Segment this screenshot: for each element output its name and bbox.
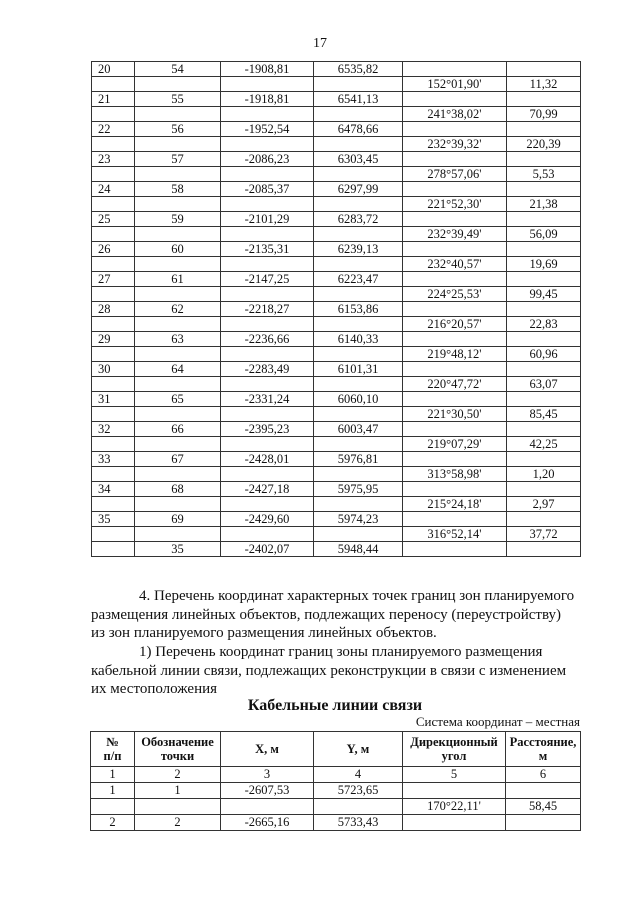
table-cell — [92, 257, 135, 272]
table-cell: 64 — [135, 362, 221, 377]
table-cell: 278°57,06' — [403, 167, 507, 182]
table-cell — [507, 122, 581, 137]
table-cell — [403, 302, 507, 317]
table-cell: 67 — [135, 452, 221, 467]
table-cell: 2,97 — [507, 497, 581, 512]
table-cell: 1 — [135, 783, 221, 799]
table-cell: -2429,60 — [221, 512, 314, 527]
table-cell: 55 — [135, 92, 221, 107]
table-cell — [403, 332, 507, 347]
table-cell — [135, 527, 221, 542]
table-row — [92, 227, 581, 242]
table-row — [92, 332, 581, 347]
table-cell — [135, 467, 221, 482]
table-row — [92, 167, 581, 182]
table-row — [91, 767, 581, 783]
table-cell — [314, 799, 403, 815]
table-row — [92, 212, 581, 227]
table-cell — [403, 62, 507, 77]
table-cell — [314, 257, 403, 272]
paragraph-line: кабельной линии связи, подлежащих реконструкции в связи с изменением — [91, 662, 567, 679]
table-cell — [221, 107, 314, 122]
table-cell — [92, 527, 135, 542]
table-cell — [314, 197, 403, 212]
table-cell — [507, 242, 581, 257]
table-cell — [403, 815, 506, 831]
table-row — [92, 347, 581, 362]
table-cell — [314, 467, 403, 482]
table-cell: 99,45 — [507, 287, 581, 302]
table-cell — [221, 317, 314, 332]
table-cell: 62 — [135, 302, 221, 317]
table-cell: 59 — [135, 212, 221, 227]
column-header — [221, 732, 314, 767]
table-cell — [221, 77, 314, 92]
table-cell: 63,07 — [507, 377, 581, 392]
table-cell: 24 — [92, 182, 135, 197]
table-row — [91, 783, 581, 799]
table-cell: 19,69 — [507, 257, 581, 272]
table-cell — [314, 437, 403, 452]
table-row — [92, 512, 581, 527]
table-cell: 21,38 — [507, 197, 581, 212]
table-cell — [221, 137, 314, 152]
column-header-line: Обозначение — [141, 735, 214, 749]
table-row — [92, 407, 581, 422]
table-cell: 5974,23 — [314, 512, 403, 527]
table-cell: 5723,65 — [314, 783, 403, 799]
table-cell — [92, 497, 135, 512]
table-row — [92, 452, 581, 467]
section-4-paragraph — [91, 587, 580, 643]
table-cell: -2218,27 — [221, 302, 314, 317]
table-cell: -2665,16 — [221, 815, 314, 831]
column-header-line: точки — [160, 749, 195, 763]
table-cell — [507, 482, 581, 497]
table-cell — [507, 212, 581, 227]
table-cell — [92, 107, 135, 122]
table-cell — [135, 77, 221, 92]
table-cell: 6003,47 — [314, 422, 403, 437]
table-cell — [403, 242, 507, 257]
table-cell: 6140,33 — [314, 332, 403, 347]
table-cell: 6303,45 — [314, 152, 403, 167]
table-row — [92, 317, 581, 332]
table-cell — [507, 362, 581, 377]
table-cell — [314, 107, 403, 122]
table-cell: -2283,49 — [221, 362, 314, 377]
table-row — [92, 137, 581, 152]
table-cell: 2 — [135, 767, 221, 783]
table-cell: -1918,81 — [221, 92, 314, 107]
table-cell: 35 — [135, 542, 221, 557]
table-cell — [314, 347, 403, 362]
table-cell: 65 — [135, 392, 221, 407]
table-cell — [403, 362, 507, 377]
table-cell: 5733,43 — [314, 815, 403, 831]
table-cell — [92, 227, 135, 242]
table-cell — [314, 227, 403, 242]
table-cell: -2427,18 — [221, 482, 314, 497]
table-row — [92, 107, 581, 122]
table-cell: 2 — [91, 815, 135, 831]
table-cell: 6478,66 — [314, 122, 403, 137]
table-cell: 28 — [92, 302, 135, 317]
table-cell: 26 — [92, 242, 135, 257]
column-header-line: Расстояние, — [509, 735, 577, 749]
table-row — [92, 482, 581, 497]
table-cell: 31 — [92, 392, 135, 407]
table-cell — [135, 257, 221, 272]
table-cell: 6283,72 — [314, 212, 403, 227]
table-cell: 61 — [135, 272, 221, 287]
table-cell: 63 — [135, 332, 221, 347]
table-cell — [403, 122, 507, 137]
table-cell — [135, 137, 221, 152]
table-cell: 58,45 — [506, 799, 581, 815]
table-cell — [92, 167, 135, 182]
table-row — [92, 422, 581, 437]
table-cell — [221, 347, 314, 362]
table-cell: 170°22,11' — [403, 799, 506, 815]
table-row — [92, 392, 581, 407]
table-cell — [221, 527, 314, 542]
table-cell: 54 — [135, 62, 221, 77]
table-cell: 221°30,50' — [403, 407, 507, 422]
column-header-line: Дирекционный — [410, 735, 498, 749]
table-cell — [507, 62, 581, 77]
table-cell: 6297,99 — [314, 182, 403, 197]
coordinate-system-note: Система координат – местная — [415, 714, 580, 729]
table-cell: 23 — [92, 152, 135, 167]
table-cell: -2428,01 — [221, 452, 314, 467]
table-row — [92, 182, 581, 197]
table-cell: 152°01,90' — [403, 77, 507, 92]
table-cell: 1 — [91, 783, 135, 799]
table-cell: 25 — [92, 212, 135, 227]
table-cell: 42,25 — [507, 437, 581, 452]
table-cell — [221, 467, 314, 482]
table-cell — [135, 377, 221, 392]
table-cell — [221, 227, 314, 242]
table-cell — [92, 287, 135, 302]
table-cell: 57 — [135, 152, 221, 167]
paragraph-line: 4. Перечень координат характерных точек границ зон планируемого — [139, 588, 575, 604]
table-cell — [314, 287, 403, 302]
table-row — [92, 197, 581, 212]
table-cell — [507, 182, 581, 197]
table-cell — [135, 437, 221, 452]
table-cell — [221, 497, 314, 512]
table-cell — [403, 482, 507, 497]
table-cell: 313°58,98' — [403, 467, 507, 482]
table-cell: 6060,10 — [314, 392, 403, 407]
table-cell — [135, 227, 221, 242]
table-cell — [91, 799, 135, 815]
table-cell: 56 — [135, 122, 221, 137]
table-cell: 85,45 — [507, 407, 581, 422]
table-cell: 316°52,14' — [403, 527, 507, 542]
table-cell — [403, 152, 507, 167]
table-cell — [403, 182, 507, 197]
table-cell: -2331,24 — [221, 392, 314, 407]
table-cell: 69 — [135, 512, 221, 527]
table-row — [92, 152, 581, 167]
table-cell — [221, 799, 314, 815]
table-row — [92, 242, 581, 257]
table-row — [92, 62, 581, 77]
column-header-line: № — [106, 735, 119, 749]
table-cell: 20 — [92, 62, 135, 77]
table-row — [92, 257, 581, 272]
table-cell — [314, 377, 403, 392]
table-cell: -2402,07 — [221, 542, 314, 557]
table-cell — [314, 497, 403, 512]
table-row — [92, 437, 581, 452]
table-cell: 1 — [91, 767, 135, 783]
table-cell: -1908,81 — [221, 62, 314, 77]
table-cell: 5,53 — [507, 167, 581, 182]
table-row — [92, 92, 581, 107]
table-cell — [403, 452, 507, 467]
table-cell: 27 — [92, 272, 135, 287]
table-cell: 29 — [92, 332, 135, 347]
table-cell — [314, 77, 403, 92]
table-cell — [221, 197, 314, 212]
table-cell — [92, 347, 135, 362]
table-cell — [403, 212, 507, 227]
table-cell: 220,39 — [507, 137, 581, 152]
table-cell — [135, 317, 221, 332]
table-cell — [221, 167, 314, 182]
table-cell — [221, 377, 314, 392]
table-cell: 5976,81 — [314, 452, 403, 467]
table-cell: 219°07,29' — [403, 437, 507, 452]
table-cell: 32 — [92, 422, 135, 437]
table-cell: 34 — [92, 482, 135, 497]
table-cell — [135, 197, 221, 212]
table-row — [92, 77, 581, 92]
table-cell — [92, 407, 135, 422]
table-cell: 216°20,57' — [403, 317, 507, 332]
table-cell: 6223,47 — [314, 272, 403, 287]
table-cell: 6101,31 — [314, 362, 403, 377]
table-cell: 5975,95 — [314, 482, 403, 497]
table-cell — [221, 407, 314, 422]
table-cell: -2101,29 — [221, 212, 314, 227]
column-header-line: X, м — [255, 742, 279, 756]
table-cell: 232°39,32' — [403, 137, 507, 152]
column-header — [135, 732, 221, 767]
table-cell: 241°38,02' — [403, 107, 507, 122]
table-row — [91, 815, 581, 831]
table-cell — [403, 422, 507, 437]
table-cell — [314, 407, 403, 422]
table-cell: 66 — [135, 422, 221, 437]
table-row — [92, 362, 581, 377]
table-cell — [92, 437, 135, 452]
table-cell — [507, 332, 581, 347]
table-cell: -2085,37 — [221, 182, 314, 197]
table-cell: 6535,82 — [314, 62, 403, 77]
table-cell — [314, 527, 403, 542]
table-row — [92, 122, 581, 137]
table-cell — [314, 167, 403, 182]
table-cell: 33 — [92, 452, 135, 467]
table-row — [92, 287, 581, 302]
table-cell: -2236,66 — [221, 332, 314, 347]
table-header-row — [91, 732, 581, 767]
table-row — [91, 799, 581, 815]
subsection-1-paragraph — [91, 643, 580, 699]
table-cell: -2135,31 — [221, 242, 314, 257]
table-row — [92, 497, 581, 512]
table-row — [92, 272, 581, 287]
table-cell — [507, 92, 581, 107]
table-cell — [92, 137, 135, 152]
table-row — [92, 527, 581, 542]
table-row — [92, 467, 581, 482]
table-cell: 3 — [221, 767, 314, 783]
table-cell: 219°48,12' — [403, 347, 507, 362]
column-header-line: п/п — [103, 749, 122, 763]
table-cell — [507, 422, 581, 437]
table-cell: 22 — [92, 122, 135, 137]
table-cell: 56,09 — [507, 227, 581, 242]
table-cell — [403, 783, 506, 799]
table-cell — [135, 407, 221, 422]
table-cell — [507, 512, 581, 527]
table-cell: 5948,44 — [314, 542, 403, 557]
table-cell — [507, 302, 581, 317]
table-cell — [507, 392, 581, 407]
table-cell: 220°47,72' — [403, 377, 507, 392]
table-cell: 22,83 — [507, 317, 581, 332]
table-cell: 224°25,53' — [403, 287, 507, 302]
table-cell — [403, 92, 507, 107]
table-cell: -2147,25 — [221, 272, 314, 287]
table-cell: 232°40,57' — [403, 257, 507, 272]
table-cell — [135, 107, 221, 122]
table-cell: 6 — [506, 767, 581, 783]
table-cell — [507, 452, 581, 467]
table-cell: 2 — [135, 815, 221, 831]
table-cell — [314, 137, 403, 152]
paragraph-line: 1) Перечень координат границ зоны планируемого размещения — [139, 644, 543, 660]
table-cell: 11,32 — [507, 77, 581, 92]
table-cell: -2607,53 — [221, 783, 314, 799]
table-cell — [507, 152, 581, 167]
column-header-line: Y, м — [346, 742, 370, 756]
table-cell: 58 — [135, 182, 221, 197]
column-header — [91, 732, 135, 767]
table-cell — [506, 783, 581, 799]
table-cell: 37,72 — [507, 527, 581, 542]
column-header — [314, 732, 403, 767]
table-cell — [92, 542, 135, 557]
table-cell — [507, 542, 581, 557]
table-cell — [92, 377, 135, 392]
column-header — [403, 732, 506, 767]
column-header-line: угол — [441, 749, 467, 763]
table-cell — [403, 392, 507, 407]
table-cell — [135, 497, 221, 512]
table-cell: -2086,23 — [221, 152, 314, 167]
paragraph-line: из зон планируемого размещения линейных объектов. — [91, 625, 437, 641]
table-cell: 70,99 — [507, 107, 581, 122]
table-cell: 6541,13 — [314, 92, 403, 107]
table-row — [92, 542, 581, 557]
table-cell: -2395,23 — [221, 422, 314, 437]
table-row — [92, 302, 581, 317]
table-cell — [221, 437, 314, 452]
table-cell: 35 — [92, 512, 135, 527]
cable-lines-table — [90, 731, 581, 831]
table-cell — [135, 799, 221, 815]
paragraph-line: их местоположения — [91, 681, 218, 697]
table-cell — [506, 815, 581, 831]
table-cell: 221°52,30' — [403, 197, 507, 212]
table-cell — [92, 467, 135, 482]
table-cell: 4 — [314, 767, 403, 783]
table-cell — [92, 197, 135, 212]
table-cell: -1952,54 — [221, 122, 314, 137]
table-cell: 68 — [135, 482, 221, 497]
table-cell: 215°24,18' — [403, 497, 507, 512]
table-cell: 60 — [135, 242, 221, 257]
table-cell — [135, 347, 221, 362]
table-cell: 6239,13 — [314, 242, 403, 257]
table-cell — [403, 512, 507, 527]
table-cell — [135, 287, 221, 302]
table-cell — [92, 317, 135, 332]
coordinates-table-continued — [91, 61, 581, 557]
table-cell: 232°39,49' — [403, 227, 507, 242]
table-cell — [221, 257, 314, 272]
column-header-line: м — [538, 749, 548, 763]
table-cell — [92, 77, 135, 92]
table-title: Кабельные линии связи — [247, 697, 423, 714]
table-cell: 6153,86 — [314, 302, 403, 317]
table-cell: 21 — [92, 92, 135, 107]
table-cell: 1,20 — [507, 467, 581, 482]
table-cell — [403, 272, 507, 287]
table-row — [92, 377, 581, 392]
table-cell: 30 — [92, 362, 135, 377]
table-cell — [221, 287, 314, 302]
table-cell: 5 — [403, 767, 506, 783]
table-cell — [314, 317, 403, 332]
paragraph-line: размещения линейных объектов, подлежащих переносу (переустройству) — [91, 606, 562, 623]
table-cell — [403, 542, 507, 557]
page-number: 17 — [313, 36, 327, 51]
table-cell: 60,96 — [507, 347, 581, 362]
column-header — [506, 732, 581, 767]
table-cell — [507, 272, 581, 287]
table-cell — [135, 167, 221, 182]
